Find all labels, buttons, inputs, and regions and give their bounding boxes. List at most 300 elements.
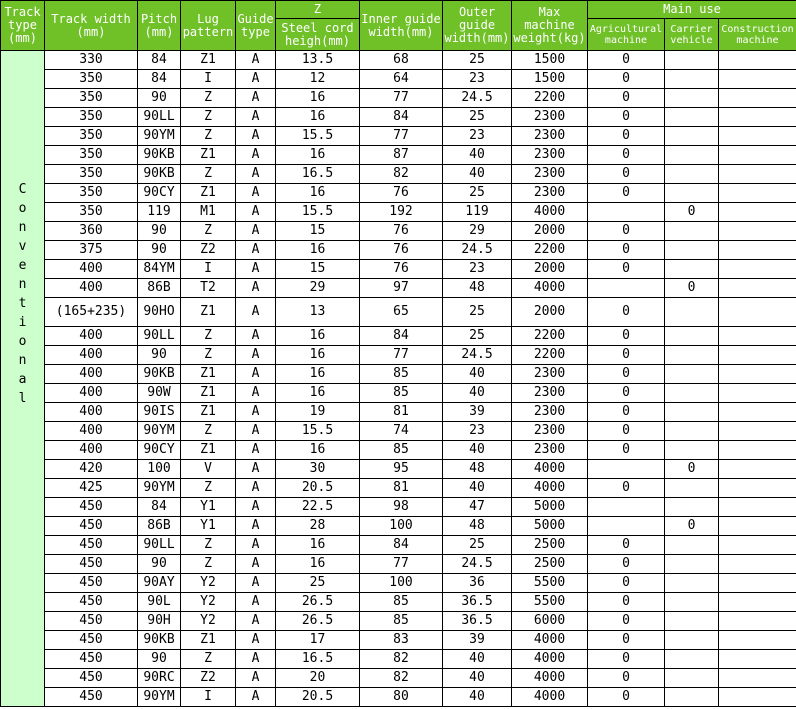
cell-carrier-use bbox=[665, 165, 719, 184]
cell-pitch: 84 bbox=[138, 51, 181, 70]
cell-construction-use bbox=[719, 460, 796, 479]
cell-lug-pattern: Z bbox=[181, 165, 236, 184]
cell-construction-use bbox=[719, 384, 796, 403]
cell-steel-cord-height: 12 bbox=[276, 70, 360, 89]
cell-inner-guide-width: 76 bbox=[360, 241, 443, 260]
cell-pitch: 90AY bbox=[138, 574, 181, 593]
cell-outer-guide-width: 23 bbox=[443, 70, 512, 89]
cell-track-width: 450 bbox=[45, 688, 138, 707]
cell-carrier-use: 0 bbox=[665, 203, 719, 222]
cell-guide-type: A bbox=[236, 688, 276, 707]
cell-steel-cord-height: 16.5 bbox=[276, 650, 360, 669]
cell-max-weight: 2300 bbox=[512, 384, 588, 403]
cell-agricultural-use: 0 bbox=[588, 631, 665, 650]
cell-outer-guide-width: 48 bbox=[443, 460, 512, 479]
cell-outer-guide-width: 23 bbox=[443, 422, 512, 441]
cell-construction-use bbox=[719, 298, 796, 327]
cell-max-weight: 2000 bbox=[512, 260, 588, 279]
cell-lug-pattern: Z1 bbox=[181, 441, 236, 460]
cell-carrier-use bbox=[665, 479, 719, 498]
cell-steel-cord-height: 15 bbox=[276, 260, 360, 279]
cell-inner-guide-width: 82 bbox=[360, 669, 443, 688]
cell-steel-cord-height: 16.5 bbox=[276, 165, 360, 184]
cell-track-width: 350 bbox=[45, 108, 138, 127]
cell-carrier-use bbox=[665, 422, 719, 441]
cell-construction-use bbox=[719, 260, 796, 279]
cell-lug-pattern: I bbox=[181, 688, 236, 707]
cell-track-width: 350 bbox=[45, 70, 138, 89]
cell-steel-cord-height: 26.5 bbox=[276, 593, 360, 612]
table-row bbox=[1, 612, 796, 631]
cell-guide-type: A bbox=[236, 631, 276, 650]
cell-outer-guide-width: 36.5 bbox=[443, 612, 512, 631]
cell-max-weight: 4000 bbox=[512, 460, 588, 479]
cell-guide-type: A bbox=[236, 650, 276, 669]
cell-track-width: 450 bbox=[45, 498, 138, 517]
cell-inner-guide-width: 77 bbox=[360, 127, 443, 146]
cell-carrier-use bbox=[665, 688, 719, 707]
cell-construction-use bbox=[719, 327, 796, 346]
cell-track-width: 350 bbox=[45, 165, 138, 184]
cell-track-width: 450 bbox=[45, 536, 138, 555]
cell-construction-use bbox=[719, 479, 796, 498]
cell-agricultural-use: 0 bbox=[588, 688, 665, 707]
cell-steel-cord-height: 16 bbox=[276, 536, 360, 555]
cell-pitch: 90IS bbox=[138, 403, 181, 422]
cell-pitch: 90YM bbox=[138, 422, 181, 441]
cell-outer-guide-width: 25 bbox=[443, 108, 512, 127]
cell-guide-type: A bbox=[236, 51, 276, 70]
table-row bbox=[1, 422, 796, 441]
cell-pitch: 86B bbox=[138, 279, 181, 298]
table-row bbox=[1, 89, 796, 108]
header-inner-guide: Inner guide width(mm) bbox=[360, 1, 443, 51]
cell-agricultural-use: 0 bbox=[588, 165, 665, 184]
cell-max-weight: 6000 bbox=[512, 612, 588, 631]
cell-pitch: 90 bbox=[138, 241, 181, 260]
cell-outer-guide-width: 40 bbox=[443, 441, 512, 460]
cell-construction-use bbox=[719, 51, 796, 70]
cell-construction-use bbox=[719, 146, 796, 165]
cell-outer-guide-width: 36 bbox=[443, 574, 512, 593]
cell-guide-type: A bbox=[236, 441, 276, 460]
cell-agricultural-use: 0 bbox=[588, 51, 665, 70]
cell-agricultural-use: 0 bbox=[588, 241, 665, 260]
cell-inner-guide-width: 68 bbox=[360, 51, 443, 70]
cell-track-width: 400 bbox=[45, 327, 138, 346]
cell-pitch: 119 bbox=[138, 203, 181, 222]
cell-carrier-use bbox=[665, 403, 719, 422]
cell-pitch: 90LL bbox=[138, 536, 181, 555]
cell-guide-type: A bbox=[236, 346, 276, 365]
cell-pitch: 90KB bbox=[138, 165, 181, 184]
cell-construction-use bbox=[719, 555, 796, 574]
cell-track-width: 400 bbox=[45, 441, 138, 460]
cell-track-width: 450 bbox=[45, 612, 138, 631]
cell-max-weight: 5000 bbox=[512, 498, 588, 517]
cell-steel-cord-height: 26.5 bbox=[276, 612, 360, 631]
cell-carrier-use bbox=[665, 669, 719, 688]
header-guide-type: Guide type bbox=[236, 1, 276, 51]
cell-pitch: 90 bbox=[138, 222, 181, 241]
cell-steel-cord-height: 25 bbox=[276, 574, 360, 593]
cell-lug-pattern: Y2 bbox=[181, 612, 236, 631]
cell-outer-guide-width: 24.5 bbox=[443, 89, 512, 108]
cell-steel-cord-height: 20.5 bbox=[276, 688, 360, 707]
cell-inner-guide-width: 85 bbox=[360, 593, 443, 612]
cell-agricultural-use: 0 bbox=[588, 184, 665, 203]
table-row bbox=[1, 574, 796, 593]
cell-pitch: 90 bbox=[138, 650, 181, 669]
cell-agricultural-use bbox=[588, 460, 665, 479]
cell-lug-pattern: Y2 bbox=[181, 574, 236, 593]
cell-construction-use bbox=[719, 222, 796, 241]
cell-inner-guide-width: 80 bbox=[360, 688, 443, 707]
cell-max-weight: 5500 bbox=[512, 593, 588, 612]
cell-pitch: 90YM bbox=[138, 479, 181, 498]
cell-construction-use bbox=[719, 70, 796, 89]
cell-track-width: 400 bbox=[45, 279, 138, 298]
table-row bbox=[1, 669, 796, 688]
header-row-1 bbox=[1, 1, 796, 19]
header-agricultural: Agricultural machine bbox=[588, 19, 665, 51]
cell-pitch: 90CY bbox=[138, 441, 181, 460]
cell-lug-pattern: I bbox=[181, 260, 236, 279]
cell-guide-type: A bbox=[236, 108, 276, 127]
cell-inner-guide-width: 95 bbox=[360, 460, 443, 479]
table-row bbox=[1, 555, 796, 574]
cell-agricultural-use: 0 bbox=[588, 384, 665, 403]
cell-agricultural-use: 0 bbox=[588, 574, 665, 593]
cell-outer-guide-width: 25 bbox=[443, 51, 512, 70]
cell-lug-pattern: Y1 bbox=[181, 498, 236, 517]
cell-guide-type: A bbox=[236, 555, 276, 574]
cell-steel-cord-height: 16 bbox=[276, 184, 360, 203]
cell-pitch: 90H bbox=[138, 612, 181, 631]
table-row bbox=[1, 346, 796, 365]
cell-track-width: 360 bbox=[45, 222, 138, 241]
cell-guide-type: A bbox=[236, 612, 276, 631]
cell-guide-type: A bbox=[236, 146, 276, 165]
cell-track-width: 400 bbox=[45, 365, 138, 384]
cell-guide-type: A bbox=[236, 70, 276, 89]
cell-guide-type: A bbox=[236, 165, 276, 184]
cell-outer-guide-width: 40 bbox=[443, 146, 512, 165]
cell-outer-guide-width: 47 bbox=[443, 498, 512, 517]
cell-guide-type: A bbox=[236, 89, 276, 108]
cell-inner-guide-width: 76 bbox=[360, 260, 443, 279]
cell-outer-guide-width: 23 bbox=[443, 127, 512, 146]
cell-outer-guide-width: 23 bbox=[443, 260, 512, 279]
header-z: Z bbox=[276, 1, 360, 19]
cell-max-weight: 4000 bbox=[512, 279, 588, 298]
cell-outer-guide-width: 24.5 bbox=[443, 241, 512, 260]
cell-lug-pattern: V bbox=[181, 460, 236, 479]
track-type-cell bbox=[1, 51, 45, 707]
cell-carrier-use bbox=[665, 260, 719, 279]
cell-lug-pattern: Z bbox=[181, 222, 236, 241]
table-row bbox=[1, 498, 796, 517]
cell-lug-pattern: Z1 bbox=[181, 51, 236, 70]
cell-inner-guide-width: 83 bbox=[360, 631, 443, 650]
cell-inner-guide-width: 82 bbox=[360, 650, 443, 669]
table-row bbox=[1, 327, 796, 346]
cell-inner-guide-width: 77 bbox=[360, 555, 443, 574]
cell-steel-cord-height: 17 bbox=[276, 631, 360, 650]
cell-inner-guide-width: 84 bbox=[360, 536, 443, 555]
cell-max-weight: 2300 bbox=[512, 365, 588, 384]
cell-lug-pattern: Z bbox=[181, 422, 236, 441]
cell-inner-guide-width: 81 bbox=[360, 403, 443, 422]
cell-carrier-use bbox=[665, 441, 719, 460]
cell-max-weight: 2000 bbox=[512, 222, 588, 241]
cell-track-width: 350 bbox=[45, 184, 138, 203]
cell-lug-pattern: Z1 bbox=[181, 184, 236, 203]
cell-construction-use bbox=[719, 108, 796, 127]
table-row bbox=[1, 631, 796, 650]
cell-steel-cord-height: 28 bbox=[276, 517, 360, 536]
cell-agricultural-use: 0 bbox=[588, 108, 665, 127]
cell-carrier-use bbox=[665, 593, 719, 612]
cell-inner-guide-width: 64 bbox=[360, 70, 443, 89]
table-row bbox=[1, 127, 796, 146]
cell-pitch: 100 bbox=[138, 460, 181, 479]
cell-max-weight: 2000 bbox=[512, 298, 588, 327]
cell-steel-cord-height: 16 bbox=[276, 365, 360, 384]
table-row bbox=[1, 460, 796, 479]
cell-inner-guide-width: 81 bbox=[360, 479, 443, 498]
cell-outer-guide-width: 29 bbox=[443, 222, 512, 241]
cell-outer-guide-width: 119 bbox=[443, 203, 512, 222]
cell-guide-type: A bbox=[236, 460, 276, 479]
cell-outer-guide-width: 25 bbox=[443, 327, 512, 346]
cell-pitch: 90RC bbox=[138, 669, 181, 688]
cell-pitch: 86B bbox=[138, 517, 181, 536]
cell-agricultural-use bbox=[588, 517, 665, 536]
cell-max-weight: 2300 bbox=[512, 127, 588, 146]
cell-max-weight: 4000 bbox=[512, 203, 588, 222]
cell-pitch: 90KB bbox=[138, 365, 181, 384]
cell-carrier-use bbox=[665, 298, 719, 327]
cell-lug-pattern: Z bbox=[181, 346, 236, 365]
cell-steel-cord-height: 19 bbox=[276, 403, 360, 422]
cell-max-weight: 2300 bbox=[512, 403, 588, 422]
header-main-use: Main use bbox=[588, 1, 796, 19]
cell-inner-guide-width: 192 bbox=[360, 203, 443, 222]
cell-pitch: 90 bbox=[138, 346, 181, 365]
table-row bbox=[1, 222, 796, 241]
cell-inner-guide-width: 98 bbox=[360, 498, 443, 517]
cell-carrier-use: 0 bbox=[665, 279, 719, 298]
cell-track-width: 400 bbox=[45, 422, 138, 441]
cell-guide-type: A bbox=[236, 241, 276, 260]
cell-carrier-use bbox=[665, 327, 719, 346]
cell-inner-guide-width: 77 bbox=[360, 89, 443, 108]
header-construction: Construction machine bbox=[719, 19, 796, 51]
table-row bbox=[1, 51, 796, 70]
cell-guide-type: A bbox=[236, 593, 276, 612]
cell-outer-guide-width: 39 bbox=[443, 403, 512, 422]
cell-pitch: 90CY bbox=[138, 184, 181, 203]
header-pitch: Pitch (mm) bbox=[138, 1, 181, 51]
cell-pitch: 84 bbox=[138, 498, 181, 517]
cell-inner-guide-width: 85 bbox=[360, 612, 443, 631]
cell-track-width: 400 bbox=[45, 260, 138, 279]
cell-inner-guide-width: 85 bbox=[360, 441, 443, 460]
cell-max-weight: 5500 bbox=[512, 574, 588, 593]
cell-outer-guide-width: 25 bbox=[443, 298, 512, 327]
cell-carrier-use bbox=[665, 498, 719, 517]
cell-carrier-use bbox=[665, 70, 719, 89]
cell-carrier-use bbox=[665, 365, 719, 384]
cell-max-weight: 4000 bbox=[512, 479, 588, 498]
cell-inner-guide-width: 77 bbox=[360, 346, 443, 365]
cell-agricultural-use: 0 bbox=[588, 422, 665, 441]
cell-lug-pattern: Z1 bbox=[181, 298, 236, 327]
cell-pitch: 90 bbox=[138, 555, 181, 574]
cell-agricultural-use bbox=[588, 498, 665, 517]
cell-lug-pattern: Z bbox=[181, 127, 236, 146]
cell-outer-guide-width: 40 bbox=[443, 165, 512, 184]
table-row bbox=[1, 298, 796, 327]
cell-track-width: 400 bbox=[45, 384, 138, 403]
table-row bbox=[1, 146, 796, 165]
cell-guide-type: A bbox=[236, 184, 276, 203]
cell-max-weight: 5000 bbox=[512, 517, 588, 536]
cell-steel-cord-height: 15.5 bbox=[276, 422, 360, 441]
cell-construction-use bbox=[719, 536, 796, 555]
cell-pitch: 84 bbox=[138, 70, 181, 89]
cell-steel-cord-height: 15 bbox=[276, 222, 360, 241]
cell-carrier-use: 0 bbox=[665, 517, 719, 536]
table-row bbox=[1, 365, 796, 384]
cell-carrier-use bbox=[665, 146, 719, 165]
cell-outer-guide-width: 24.5 bbox=[443, 555, 512, 574]
cell-construction-use bbox=[719, 517, 796, 536]
cell-inner-guide-width: 65 bbox=[360, 298, 443, 327]
cell-steel-cord-height: 16 bbox=[276, 384, 360, 403]
cell-construction-use bbox=[719, 89, 796, 108]
cell-carrier-use bbox=[665, 536, 719, 555]
cell-carrier-use bbox=[665, 631, 719, 650]
cell-steel-cord-height: 22.5 bbox=[276, 498, 360, 517]
cell-agricultural-use: 0 bbox=[588, 441, 665, 460]
cell-steel-cord-height: 16 bbox=[276, 108, 360, 127]
header-steel-cord: Steel cord heigh(mm) bbox=[276, 19, 360, 51]
cell-track-width: (165+235) bbox=[45, 298, 138, 327]
cell-lug-pattern: Z1 bbox=[181, 403, 236, 422]
cell-pitch: 84YM bbox=[138, 260, 181, 279]
cell-outer-guide-width: 25 bbox=[443, 184, 512, 203]
cell-guide-type: A bbox=[236, 365, 276, 384]
cell-guide-type: A bbox=[236, 536, 276, 555]
header-outer-guide: Outer guide width(mm) bbox=[443, 1, 512, 51]
cell-construction-use bbox=[719, 403, 796, 422]
table-row bbox=[1, 184, 796, 203]
cell-steel-cord-height: 16 bbox=[276, 555, 360, 574]
cell-construction-use bbox=[719, 165, 796, 184]
table-body bbox=[1, 51, 796, 707]
cell-max-weight: 2300 bbox=[512, 441, 588, 460]
cell-agricultural-use: 0 bbox=[588, 127, 665, 146]
cell-guide-type: A bbox=[236, 498, 276, 517]
cell-lug-pattern: Z2 bbox=[181, 241, 236, 260]
table-row bbox=[1, 593, 796, 612]
cell-carrier-use bbox=[665, 612, 719, 631]
cell-agricultural-use: 0 bbox=[588, 536, 665, 555]
cell-agricultural-use: 0 bbox=[588, 479, 665, 498]
cell-pitch: 90LL bbox=[138, 108, 181, 127]
cell-track-width: 400 bbox=[45, 346, 138, 365]
cell-inner-guide-width: 100 bbox=[360, 517, 443, 536]
cell-max-weight: 2200 bbox=[512, 346, 588, 365]
cell-pitch: 90YM bbox=[138, 688, 181, 707]
cell-steel-cord-height: 20 bbox=[276, 669, 360, 688]
cell-lug-pattern: Y1 bbox=[181, 517, 236, 536]
cell-track-width: 450 bbox=[45, 574, 138, 593]
cell-carrier-use bbox=[665, 555, 719, 574]
cell-steel-cord-height: 16 bbox=[276, 89, 360, 108]
cell-track-width: 350 bbox=[45, 89, 138, 108]
cell-track-width: 375 bbox=[45, 241, 138, 260]
table-row bbox=[1, 517, 796, 536]
header-carrier: Carrier vehicle bbox=[665, 19, 719, 51]
cell-lug-pattern: Y2 bbox=[181, 593, 236, 612]
cell-guide-type: A bbox=[236, 298, 276, 327]
cell-lug-pattern: Z1 bbox=[181, 146, 236, 165]
cell-outer-guide-width: 40 bbox=[443, 688, 512, 707]
cell-max-weight: 2300 bbox=[512, 108, 588, 127]
cell-max-weight: 4000 bbox=[512, 650, 588, 669]
cell-construction-use bbox=[719, 346, 796, 365]
cell-lug-pattern: Z1 bbox=[181, 631, 236, 650]
table-row bbox=[1, 441, 796, 460]
cell-max-weight: 2500 bbox=[512, 555, 588, 574]
cell-guide-type: A bbox=[236, 422, 276, 441]
cell-max-weight: 4000 bbox=[512, 631, 588, 650]
cell-pitch: 90W bbox=[138, 384, 181, 403]
cell-steel-cord-height: 16 bbox=[276, 441, 360, 460]
cell-construction-use bbox=[719, 184, 796, 203]
cell-guide-type: A bbox=[236, 222, 276, 241]
cell-construction-use bbox=[719, 279, 796, 298]
cell-pitch: 90KB bbox=[138, 631, 181, 650]
cell-agricultural-use: 0 bbox=[588, 650, 665, 669]
cell-track-width: 420 bbox=[45, 460, 138, 479]
table-row bbox=[1, 536, 796, 555]
cell-agricultural-use: 0 bbox=[588, 403, 665, 422]
cell-inner-guide-width: 84 bbox=[360, 108, 443, 127]
cell-lug-pattern: Z1 bbox=[181, 365, 236, 384]
cell-max-weight: 2500 bbox=[512, 536, 588, 555]
cell-max-weight: 2300 bbox=[512, 165, 588, 184]
cell-inner-guide-width: 82 bbox=[360, 165, 443, 184]
cell-guide-type: A bbox=[236, 517, 276, 536]
cell-carrier-use bbox=[665, 89, 719, 108]
cell-steel-cord-height: 16 bbox=[276, 146, 360, 165]
cell-lug-pattern: Z bbox=[181, 89, 236, 108]
cell-steel-cord-height: 20.5 bbox=[276, 479, 360, 498]
cell-agricultural-use: 0 bbox=[588, 327, 665, 346]
cell-track-width: 350 bbox=[45, 203, 138, 222]
cell-lug-pattern: Z bbox=[181, 479, 236, 498]
table-row bbox=[1, 70, 796, 89]
cell-max-weight: 4000 bbox=[512, 669, 588, 688]
cell-carrier-use bbox=[665, 346, 719, 365]
cell-carrier-use bbox=[665, 241, 719, 260]
cell-guide-type: A bbox=[236, 479, 276, 498]
cell-steel-cord-height: 29 bbox=[276, 279, 360, 298]
